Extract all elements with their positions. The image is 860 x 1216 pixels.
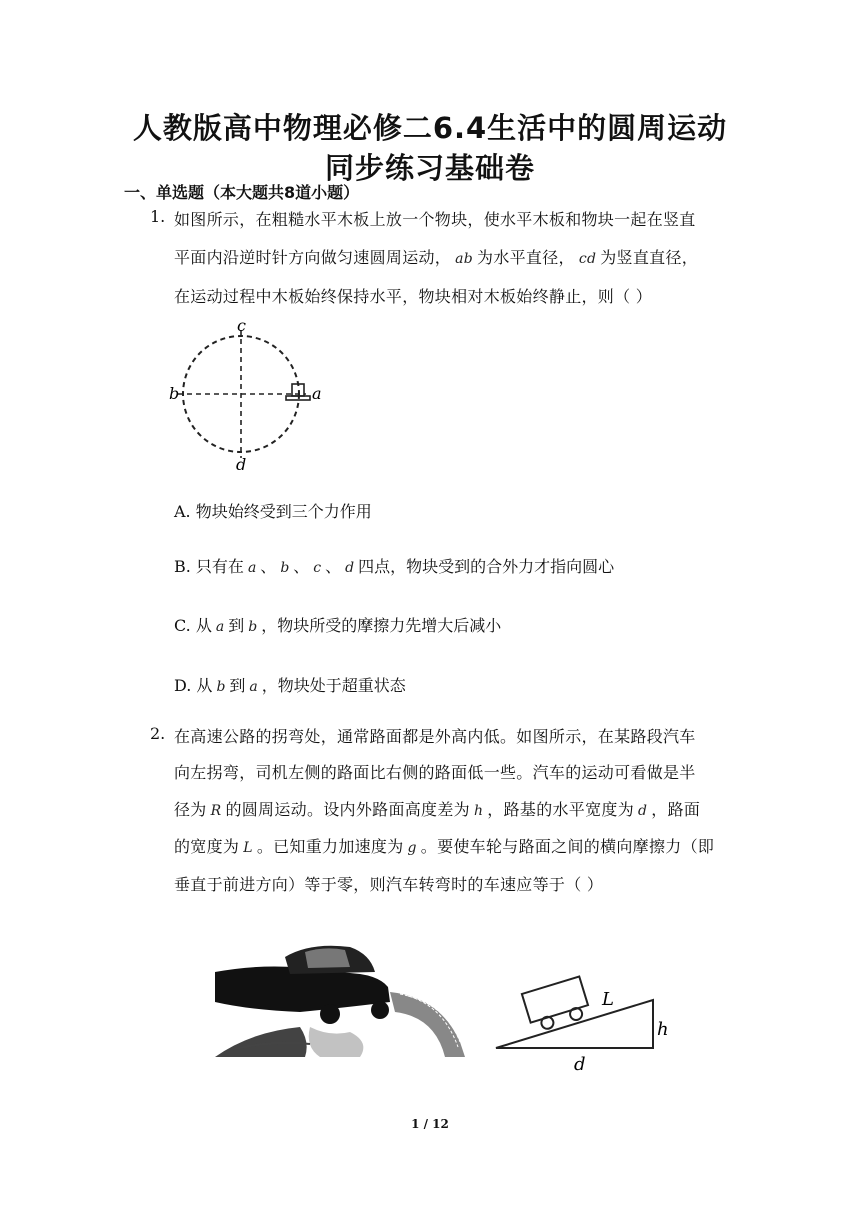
cart-wheel-left (540, 1015, 555, 1030)
page-number: 1 / 12 (411, 1117, 449, 1131)
question-1-line1: 如图所示，在粗糙水平木板上放一个物块，使水平木板和物块一起在竖直 (174, 210, 696, 229)
var-cd: cd (578, 251, 597, 267)
question-1-line2: 平面内沿逆时针方向做匀速圆周运动， ab 为水平直径， cd 为竖直直径， (174, 248, 699, 267)
option-c: C. 从 a 到 b ，物块所受的摩擦力先增大后减小 (174, 616, 502, 635)
label-h: h (657, 1019, 669, 1040)
option-d: D. 从 b 到 a ，物块处于超重状态 (174, 676, 406, 695)
cart-wheel-right (569, 1007, 584, 1022)
question-2-line1: 在高速公路的拐弯处，通常路面都是外高内低。如图所示，在某路段汽车 (174, 727, 696, 746)
label-b: b (169, 384, 180, 403)
car-road-illustration (210, 932, 470, 1062)
label-a: a (312, 384, 322, 403)
incline-diagram (490, 965, 680, 1080)
question-2-line4: 的宽度为 L 。已知重力加速度为 g 。要使车轮与路面之间的横向摩擦力（即 (174, 837, 715, 856)
option-a: A. 物块始终受到三个力作用 (174, 502, 372, 521)
question-2-line2: 向左拐弯，司机左侧的路面比右侧的路面低一些。汽车的运动可看做是半 (174, 763, 696, 782)
question-2-number: 2. (150, 724, 166, 743)
question-1-line3: 在运动过程中木板始终保持水平，物块相对木板始终静止，则（ ） (174, 287, 653, 306)
label-c: c (237, 318, 246, 335)
circle-figure (160, 318, 330, 478)
label-L: L (602, 989, 614, 1010)
question-1-number: 1. (150, 207, 166, 226)
page-title: 人教版高中物理必修二6.4生活中的圆周运动 (132, 111, 728, 145)
label-d: d (236, 455, 247, 474)
question-2-line3: 径为 R 的圆周运动。设内外路面高度差为 h ，路基的水平宽度为 d ，路面 (174, 800, 701, 819)
option-b: B. 只有在 a 、 b 、 c 、 d 四点，物块受到的合外力才指向圆心 (174, 557, 615, 576)
page-subtitle: 同步练习基础卷 (324, 151, 535, 185)
label-d: d (574, 1054, 586, 1075)
section-heading: 一、单选题（本大题共8道小题） (124, 183, 360, 202)
var-ab: ab (455, 251, 474, 267)
question-2-line5: 垂直于前进方向）等于零，则汽车转弯时的车速应等于（ ） (174, 875, 604, 894)
cart-body (522, 976, 588, 1022)
